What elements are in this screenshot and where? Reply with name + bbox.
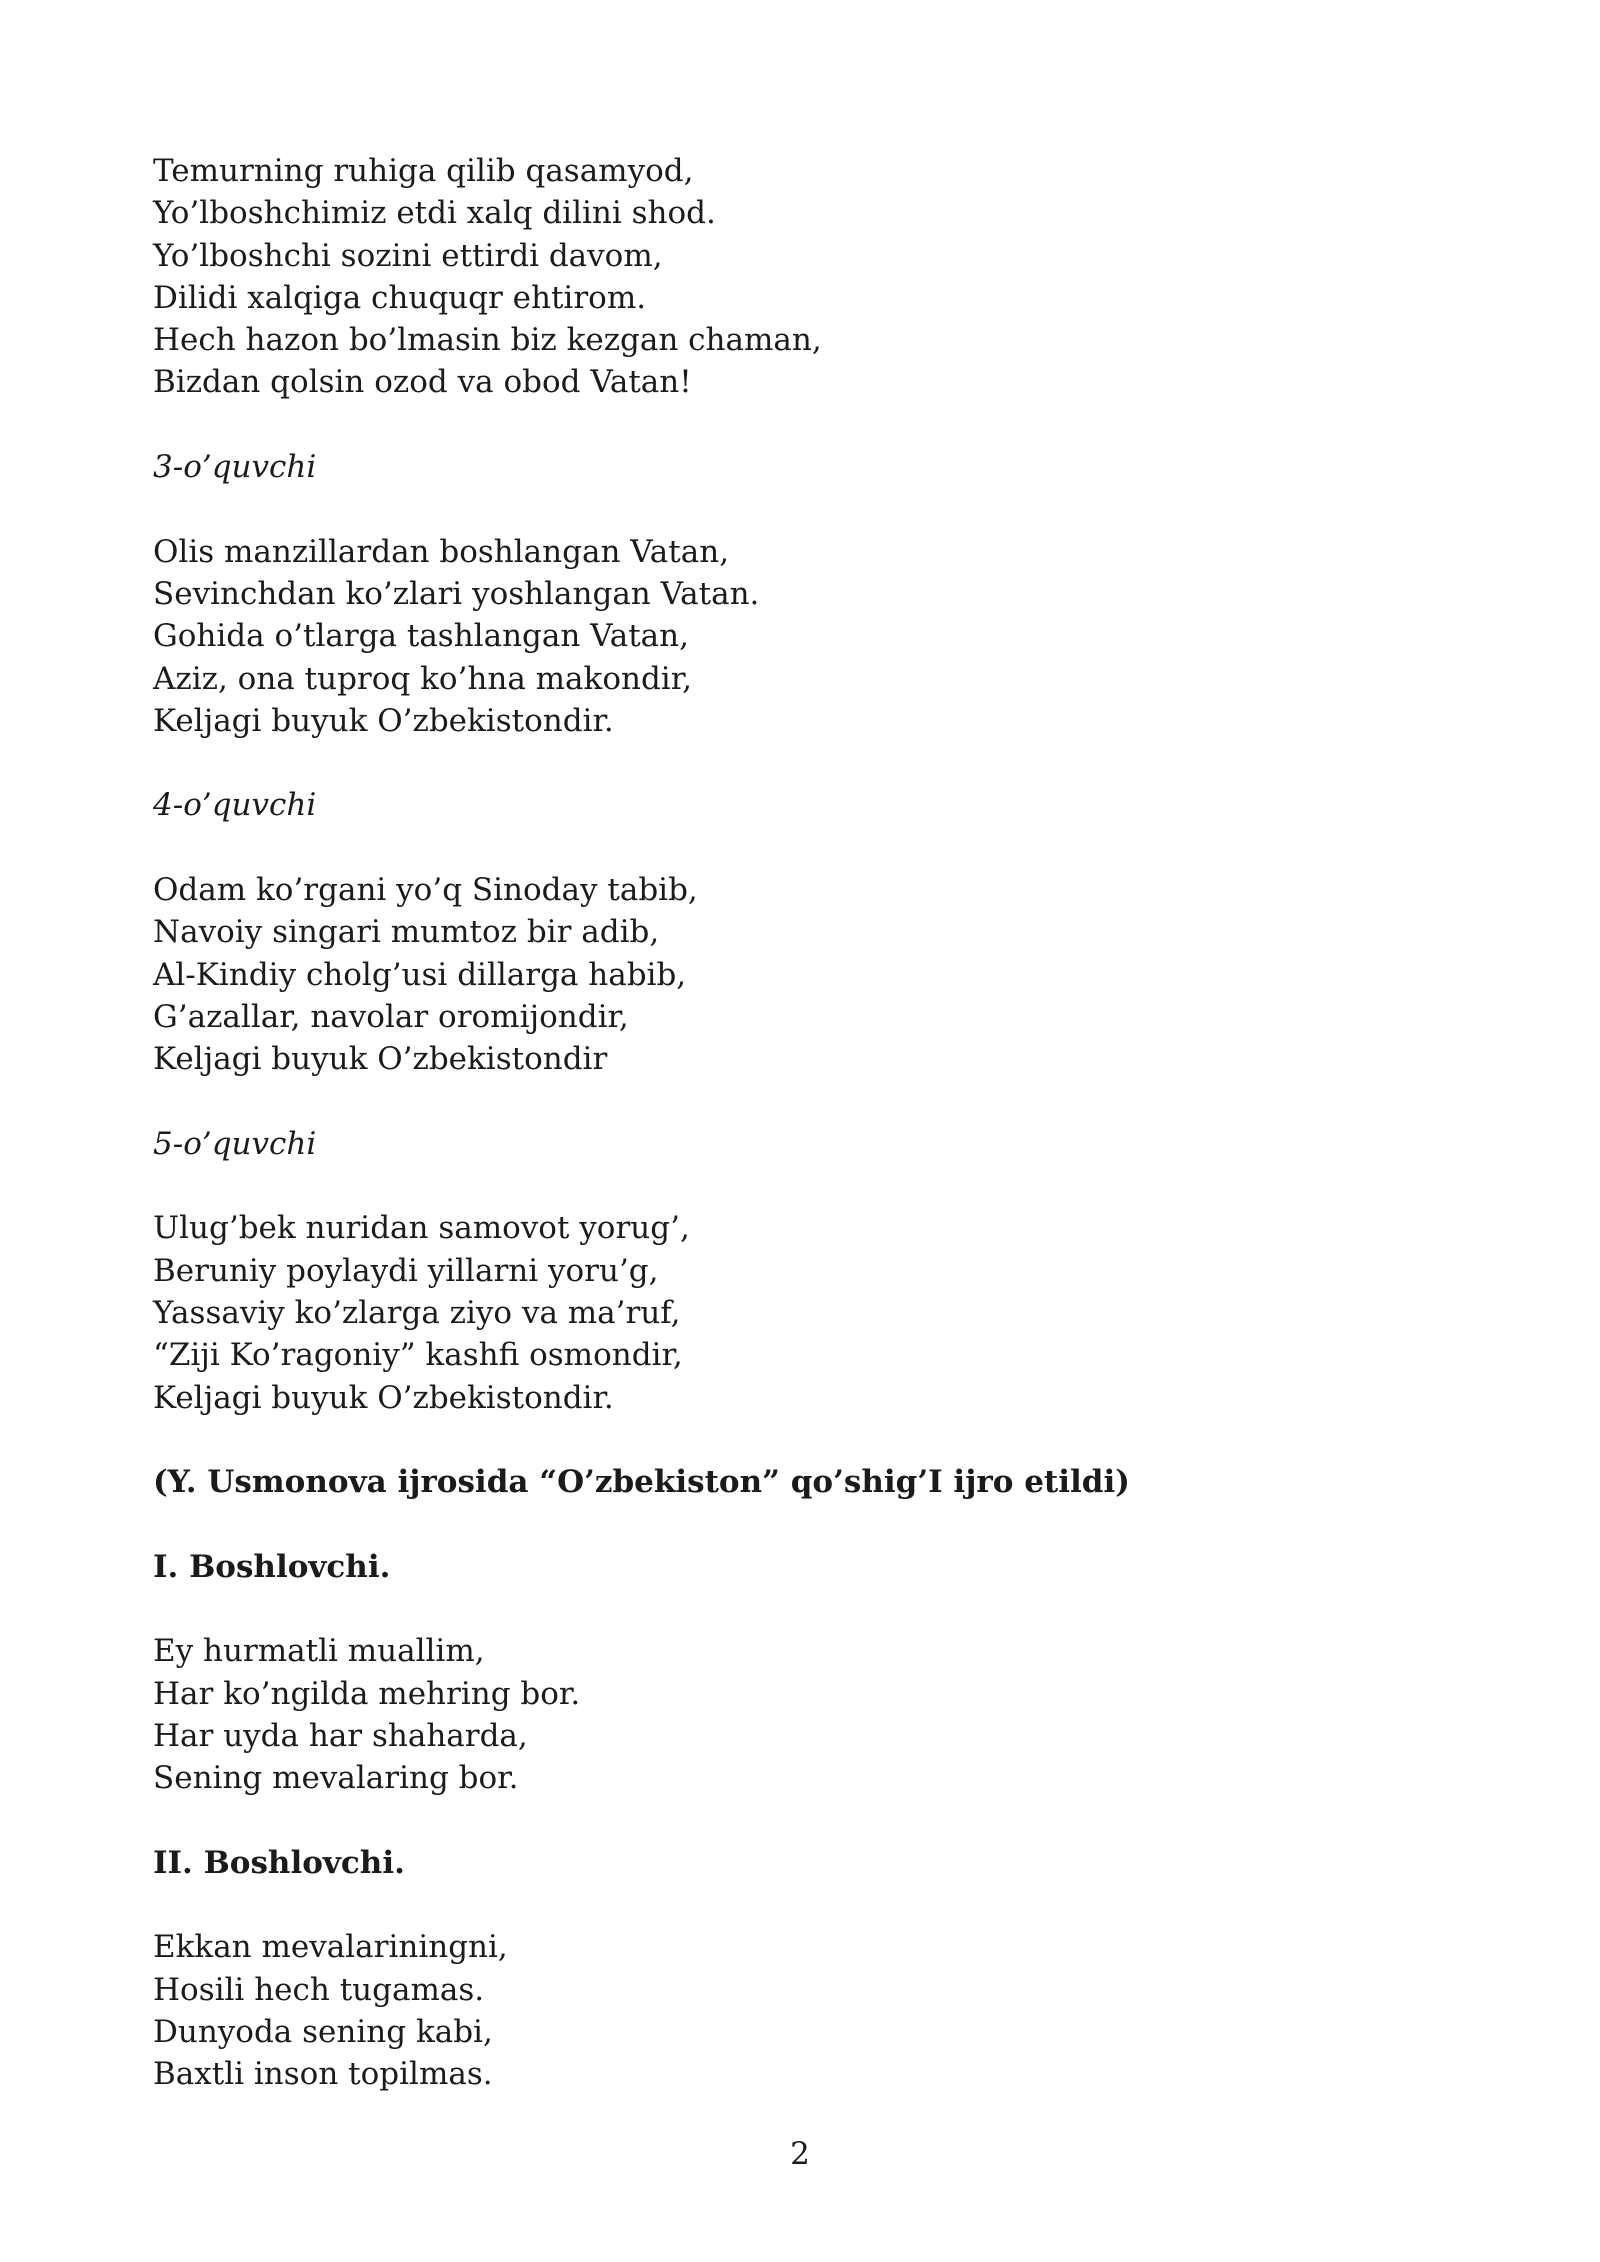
poem-line: Baxtli inson topilmas.: [153, 2056, 493, 2093]
poem-line: Hech hazon bo’lmasin biz kezgan chaman,: [153, 322, 822, 359]
poem-line: Al-Kindiy cholg’usi dillarga habib,: [153, 956, 687, 993]
poem-line: Beruniy poylaydi yillarni yoru’g,: [153, 1252, 659, 1289]
poem-line: Temurning ruhiga qilib qasamyod,: [153, 153, 694, 189]
host-1-stanza: [153, 1630, 1453, 1799]
reader-5-label: 5-o’quvchi: [153, 1125, 317, 1162]
document-page: [153, 150, 1453, 2096]
host-1-label: I. Boshlovchi.: [153, 1548, 391, 1585]
poem-line: Bizdan qolsin ozod va obod Vatan!: [153, 364, 692, 401]
poem-line: Yo’lboshchimiz etdi xalq dilini shod.: [153, 195, 716, 232]
poem-line: Keljagi buyuk O’zbekistondir: [153, 1041, 608, 1078]
poem-line: Har uyda har shaharda,: [153, 1717, 528, 1754]
intro-stanza: [153, 150, 1453, 404]
reader-3-stanza: [153, 531, 1453, 742]
poem-line: Navoiy singari mumtoz bir adib,: [153, 914, 660, 951]
reader-3-label: 3-o’quvchi: [153, 449, 317, 486]
poem-line: Ey hurmatli muallim,: [153, 1633, 485, 1670]
poem-line: Ekkan mevalariningni,: [153, 1929, 508, 1966]
poem-line: Yo’lboshchi sozini ettirdi davom,: [153, 237, 663, 274]
poem-line: Dilidi xalqiga chuquqr ehtirom.: [153, 279, 647, 316]
reader-5-stanza: [153, 1207, 1453, 1418]
poem-line: Gohida o’tlarga tashlangan Vatan,: [153, 618, 689, 655]
poem-line: Sening mevalaring bor.: [153, 1760, 519, 1797]
reader-4-label: 4-o’quvchi: [153, 787, 317, 824]
poem-line: Sevinchdan ko’zlari yoshlangan Vatan.: [153, 575, 760, 612]
poem-line: Olis manzillardan boshlangan Vatan,: [153, 533, 730, 570]
poem-line: Hosili hech tugamas.: [153, 1971, 485, 2008]
poem-line: “Ziji Ko’ragoniy” kashfi osmondir,: [153, 1337, 683, 1374]
poem-line: Har ko’ngilda mehring bor.: [153, 1675, 581, 1712]
poem-line: Ulug’bek nuridan samovot yorug’,: [153, 1210, 690, 1247]
reader-4-stanza: [153, 869, 1453, 1080]
page-number: 2: [790, 2136, 810, 2172]
poem-line: G’azallar, navolar oromijondir,: [153, 998, 629, 1035]
poem-line: Yassaviy ko’zlarga ziyo va ma’ruf,: [153, 1295, 681, 1332]
poem-line: Odam ko’rgani yo’q Sinoday tabib,: [153, 872, 698, 909]
poem-line: Keljagi buyuk O’zbekistondir.: [153, 702, 614, 739]
stage-direction: (Y. Usmonova ijrosida “O’zbekiston” qo’shig’I ijro etildi): [153, 1464, 1130, 1501]
host-2-stanza: [153, 1926, 1453, 2095]
poem-line: Dunyoda sening kabi,: [153, 2014, 493, 2051]
host-2-label: II. Boshlovchi.: [153, 1844, 405, 1881]
poem-line: Aziz, ona tuproq ko’hna makondir,: [153, 660, 692, 697]
poem-line: Keljagi buyuk O’zbekistondir.: [153, 1379, 614, 1416]
